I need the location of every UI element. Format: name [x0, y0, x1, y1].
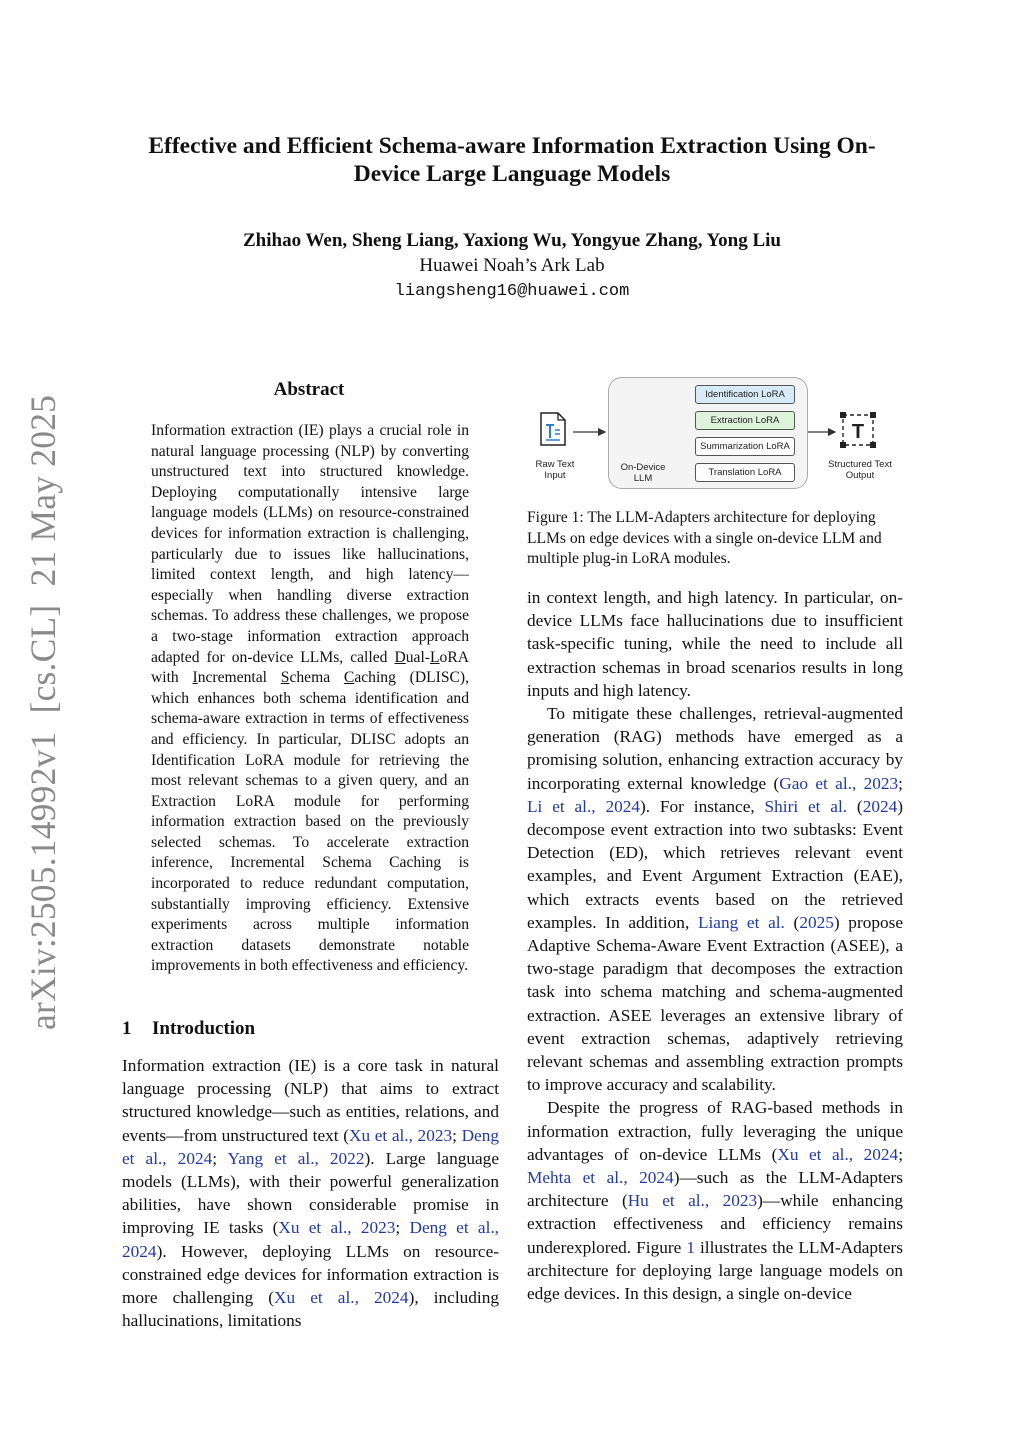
lora-identification: Identification LoRA	[695, 385, 795, 404]
citation-link[interactable]: Mehta et al., 2024	[527, 1168, 674, 1188]
acronym-rest: ncremental	[197, 669, 281, 687]
output-label: Structured Text Output	[828, 459, 892, 481]
body-text: ). For instance,	[640, 796, 765, 816]
intro-paragraph-1	[122, 1054, 499, 1332]
body-text: ) decompose event extraction into two subtasks: Event Detection (ED), which retrieves relevant event examples, and Event Argument Extraction (EAE), which extracts events based on the retrieved examples. In addition,	[527, 796, 904, 932]
body-text: To mitigate these challenges, retrieval-augmented generation (RAG) methods have emerged as a promising solution, enhancing extraction accuracy by incorporating external knowledge (	[527, 704, 903, 793]
citation-link[interactable]: Li et al., 2024	[527, 796, 641, 816]
intro-paragraph-3	[527, 702, 903, 1096]
acronym-letter: L	[430, 648, 440, 666]
citation-link[interactable]: Xu et al., 2024	[274, 1288, 409, 1308]
intro-paragraph-2	[527, 586, 903, 702]
section-heading-introduction	[122, 1017, 502, 1041]
acronym-letter: C	[343, 669, 355, 687]
citation-link[interactable]: Yang et al., 2022	[227, 1148, 365, 1168]
citation-link[interactable]: Shiri et al.	[764, 796, 848, 816]
body-text: ;	[212, 1148, 228, 1168]
body-text: ;	[898, 1144, 903, 1164]
abstract-text-1: Information extraction (IE) plays a crucial role in natural language processing (NLP) by converting unstructured text into structured knowledge. Deploying computationally intensive large language models (LLMs) on resource-constrained devices for information extraction is challenging, particularly due to issues like hallucinations, limited context length, and high latency—especially when handling diverse extraction schemas. To address these challenges, we propose a two-stage information extraction approach adapted for on-device LLMs, called	[151, 422, 469, 666]
citation-link[interactable]: 1	[686, 1237, 695, 1257]
affiliation: Huawei Noah’s Ark Lab	[419, 255, 605, 276]
body-text: Information extraction (IE) is a core task in natural language processing (NLP) that aims to extract structured knowledge—such as entities, relations, and events—from unstructured text (	[122, 1056, 499, 1145]
body-text: ;	[395, 1218, 410, 1238]
body-text: ). Large language models (LLMs), with their powerful generalization abilities, have shown considerable promise in improving IE tasks (	[122, 1148, 499, 1238]
author-email: liangsheng16@huawei.com	[394, 282, 630, 301]
citation-link[interactable]: 2024	[862, 796, 898, 816]
section-number: 1	[122, 1018, 132, 1039]
acronym-letter: D	[394, 648, 406, 666]
right-column	[527, 586, 903, 1305]
citation-link[interactable]: Liang et al.	[697, 912, 785, 932]
body-text: ) propose Adaptive Schema-Aware Event Extraction (ASEE), a two-stage paradigm that decomposes the extraction task into schema matching and schema-augmented extraction. ASEE leverages an extensive library of event extraction schemas, adaptively retrieving relevant schemas and assembling extraction prompts to improve accuracy and scalability.	[527, 912, 904, 1095]
lora-summarization: Summarization LoRA	[695, 437, 795, 456]
body-text: ), including hallucinations, limitations	[122, 1288, 499, 1331]
intro-paragraph-4	[527, 1096, 903, 1305]
figure-caption: Figure 1: The LLM-Adapters architecture for deploying LLMs on edge devices with a single on-device LLM and multiple plug-in LoRA modules.	[527, 509, 882, 568]
citation-link[interactable]: Deng et al., 2024	[122, 1125, 499, 1168]
author-list: Zhihao Wen, Sheng Liang, Yaxiong Wu, Yongyue Zhang, Yong Liu	[242, 230, 781, 251]
lora-translation: Translation LoRA	[695, 463, 795, 482]
document-icon	[539, 411, 567, 447]
abstract-heading: Abstract	[273, 379, 345, 400]
abstract-text-2: (DLISC), which enhances both schema identification and schema-aware extraction in terms of effectiveness and efficiency. In particular, DLISC adopts an Identification LoRA module for retrieving the most relevant schemas to a given query, and an Extraction LoRA module for performing information extraction based on the previously selected schemas. To accelerate extraction inference, Incremental Schema Caching is incorporated to reduce redundant computation, substantially improving efficiency. Extensive experiments across multiple information extraction datasets demonstrate notable improvements in both effectiveness and efficiency.	[151, 669, 469, 975]
model-label: On-Device LLM	[620, 462, 666, 484]
citation-link[interactable]: Deng et al., 2024	[122, 1218, 500, 1261]
citation-link[interactable]: Hu et al., 2023	[627, 1191, 758, 1211]
body-text: in context length, and high latency. In particular, on-device LLMs face hallucinations due to insufficient task-specific tuning, while the need to include all extraction schemas in broad scenarios results in long inputs and high latency.	[527, 588, 903, 700]
acronym-letter: I	[192, 669, 198, 687]
abstract-body	[151, 421, 469, 977]
body-text: ;	[898, 773, 903, 793]
structured-text-icon	[839, 411, 879, 451]
body-text: ;	[452, 1125, 462, 1145]
paper-title: Effective and Efficient Schema-aware Information Extraction Using On-Device Large Language Models	[148, 133, 876, 187]
body-text: )—such as the LLM-Adapters architecture (	[527, 1168, 903, 1211]
section-title: Introduction	[152, 1018, 256, 1039]
body-text: (	[847, 796, 863, 816]
citation-link[interactable]: Gao et al., 2023	[779, 773, 899, 793]
body-text: illustrates the LLM-Adapters architecture for deploying large language models on edge devices. In this design, a single on-device	[527, 1237, 903, 1304]
figure-llm-adapters	[527, 373, 905, 501]
input-label: Raw Text Input	[535, 459, 575, 481]
acronym-rest: oRA with	[151, 648, 469, 687]
citation-link[interactable]: Xu et al., 2023	[278, 1218, 396, 1238]
acronym-rest: chema	[289, 669, 344, 687]
body-text: Despite the progress of RAG-based methods in information extraction, fully leveraging the unique advantages of on-device LLMs (	[527, 1098, 903, 1164]
body-text: (	[784, 912, 800, 932]
citation-link[interactable]: Xu et al., 2023	[348, 1125, 453, 1145]
lora-extraction: Extraction LoRA	[695, 411, 795, 430]
acronym-rest: ual-	[405, 648, 430, 666]
body-text: ). However, deploying LLMs on resource-constrained edge devices for information extraction is more challenging (	[122, 1241, 499, 1308]
body-text: )—while enhancing extraction effectiveness and efficiency remains underexplored. Figure	[527, 1191, 903, 1257]
acronym-letter: S	[280, 669, 290, 687]
arxiv-stamp: arXiv:2505.14992v1 [cs.CL] 21 May 2025	[23, 394, 63, 1030]
structured-text-glyph: T	[851, 421, 865, 443]
citation-link[interactable]: 2025	[799, 912, 834, 932]
acronym-rest: aching	[354, 669, 396, 687]
citation-link[interactable]: Xu et al., 2024	[777, 1144, 899, 1164]
